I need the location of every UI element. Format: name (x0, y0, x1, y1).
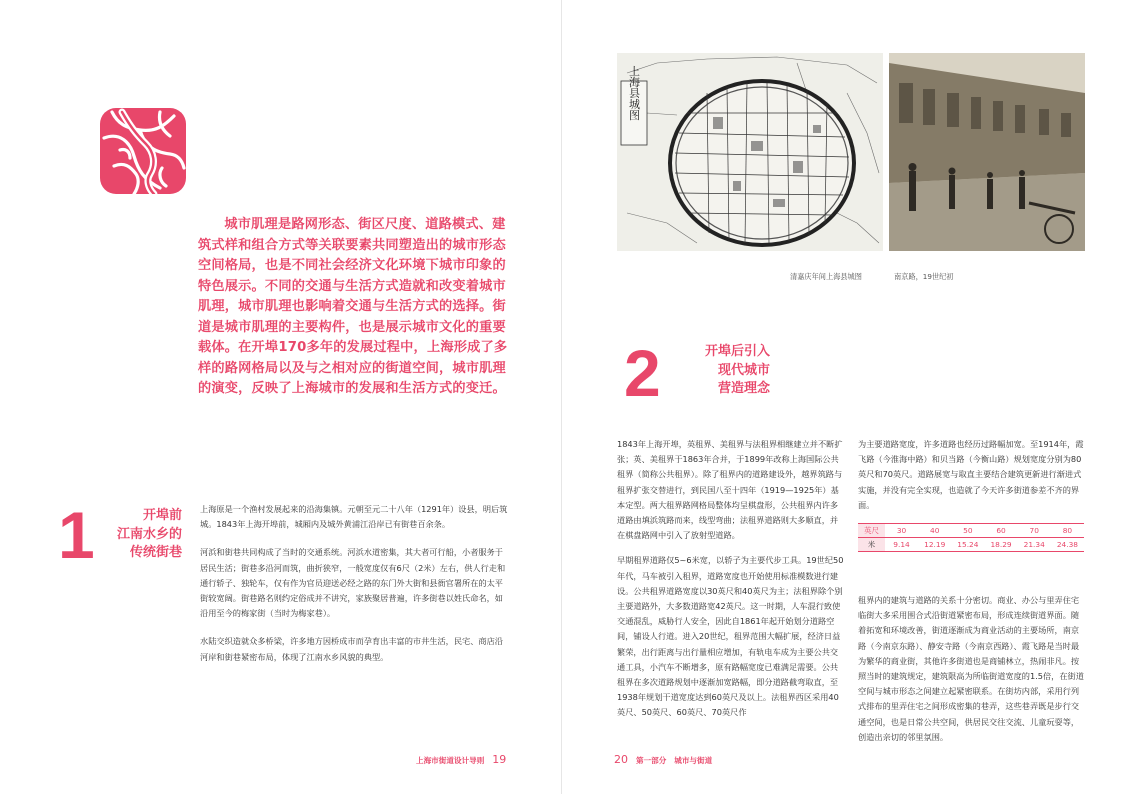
section-2-title-line: 开埠后引入 (704, 344, 770, 359)
table-cell: 18.29 (984, 538, 1017, 552)
body-paragraph: 早期租界道路仅5~6米宽，以轿子为主要代步工具。19世纪50年代，马车被引入租界，道路宽度也开始使用标准模数进行建设。公共租界道路宽度以30英尺和40英尺为主；法租界除个别主要道路外，大多数道路宽42英尺。这一时期，人车混行致使交通混乱，威胁行人安全，因此自1861年起开始划分道路空间，铺设人行道。进入20世纪，租界范围大幅扩展，经济日益繁荣，出行距离与出行量相应增加，有轨电车成为主要公共交通工具，小汽车不断增多，原有路幅宽度已难满足需要。公共租界在多次道路规划中逐渐加宽路幅，即分道路截弯取直，至1938年规划干道宽度达到60英尺及以上。法租界西区采用40英尺、50英尺、60英尺、70英尺作 (617, 555, 844, 718)
historic-map-photo (617, 53, 883, 251)
body-paragraph: 河浜和街巷共同构成了当时的交通系统。河浜水道密集，其大者可行船，小者服务于居民生活；街巷多沿河而筑，曲折狭窄，一般宽度仅有6尺（2米）左右，供人行走和通行轿子、独轮车，仅有作为官员迎送必经之路的东门外大街和县衙官署所在的太平街较宽阔。街巷路名则约定俗成并不讲究，家族聚居普遍，许多街巷以姓氏命名，如沿用至今的梅家街（当时为梅家巷）。 (200, 547, 506, 619)
section-1-title-line: 传统街巷 (129, 545, 182, 560)
city-map-icon (100, 108, 186, 194)
table-cell: 15.24 (951, 538, 984, 552)
body-paragraph: 水陆交织造就众多桥梁，许多地方因桥成市而孕育出丰富的市井生活，民宅、商店沿河岸和街巷紧密布局，体现了江南水乡风貌的典型。 (200, 636, 503, 662)
table-cell: 24.38 (1051, 538, 1084, 552)
table-cell: 30 (885, 524, 918, 538)
footer-part: 第一部分 (635, 756, 667, 765)
table-cell: 米 (858, 538, 885, 552)
footer-chapter-title: 城市与街道 (674, 756, 713, 765)
street-photo (889, 53, 1085, 251)
section-2-title-line: 营造理念 (717, 381, 770, 396)
map-stamp-text: 上海县城图 (627, 65, 641, 121)
section-1-title (98, 507, 182, 563)
body-paragraph: 租界内的建筑与道路的关系十分密切。商业、办公与里弄住宅临街大多采用围合式沿街道紧密布局，形成连续街道界面。随着拓宽和环境改善，街道逐渐成为商业活动的主要场所，南京路（今南京东路）、静安寺路（今南京西路）、霞飞路是当时最为繁华的商业街，其他许多街道也是商铺林立，热闹非凡。按照当时的建筑规定，建筑限高为所临街道宽度的1.5倍，在街道空间与城市形态之间建立起紧密联系。在街坊内部，采用行列式排布的里弄住宅之间形成密集的巷弄，这些巷弄既是步行交通空间，也是日常公共空间，供居民交往交流、儿童玩耍等，创造出亲切的邻里氛围。 (858, 595, 1084, 742)
table-cell: 21.34 (1018, 538, 1051, 552)
section-1-body (200, 502, 508, 678)
map-caption: 清嘉庆年间上海县城图 (790, 272, 862, 281)
historic-map-drawing (617, 53, 883, 251)
section-1-title-line: 开埠前 (142, 508, 182, 523)
body-paragraph: 为主要道路宽度，许多道路也经历过路幅加宽。至1914年，霞飞路（今淮海中路）和贝当路（今衡山路）规划宽度分别为80英尺和70英尺。道路展宽与取直主要结合建筑更新进行渐进式实施，并没有完全实现，也造就了今天许多街道参差不齐的界面。 (858, 439, 1084, 510)
footer-page-number: 20 (614, 753, 628, 766)
footer-right (614, 753, 712, 766)
section-2-number: 2 (624, 336, 661, 410)
lead-paragraph: 城市肌理是路网形态、街区尺度、道路模式、建筑式样和组合方式等关联要素共同塑造出的城市形态空间格局，也是不同社会经济文化环境下城市印象的特色展示。不同的交通与生活方式造就和改变着城市肌理，城市肌理也影响着交通与生活方式的选择。街道是城市肌理的主要构件，也是展示城市文化的重要载体。在开埠170多年的发展过程中，上海形成了多样的路网格局以及与之相对应的街道空间，城市肌理的演变，反映了上海城市的发展和生活方式的变迁。 (198, 217, 508, 396)
table-cell: 40 (918, 524, 951, 538)
section-2-column-2 (858, 437, 1084, 755)
footer-book-title: 上海市街道设计导则 (416, 756, 485, 765)
section-1-title-line: 江南水乡的 (116, 526, 182, 542)
unit-conversion-table (858, 523, 1084, 552)
table-cell: 9.14 (885, 538, 918, 552)
street-caption: 南京路，19世纪初 (894, 272, 954, 281)
table-cell: 英尺 (858, 524, 885, 538)
page-gutter (561, 0, 562, 794)
street-scene-drawing (889, 53, 1085, 251)
footer-page-number: 19 (492, 753, 507, 766)
table-cell: 60 (984, 524, 1017, 538)
table-cell: 80 (1051, 524, 1084, 538)
table-cell: 12.19 (918, 538, 951, 552)
section-2-title-line: 现代城市 (717, 362, 770, 378)
table-row (858, 538, 1084, 552)
footer-left (416, 753, 506, 766)
table-row (858, 524, 1084, 538)
section-2-title (680, 343, 770, 399)
table-cell: 50 (951, 524, 984, 538)
table-cell: 70 (1018, 524, 1051, 538)
body-paragraph: 上海原是一个渔村发展起来的沿海集镇。元朝至元二十八年（1291年）设县，明后筑城。1843年上海开埠前，城厢内及城外黄浦江沿岸已有街巷百余条。 (200, 504, 508, 530)
section-2-column-1 (617, 437, 845, 731)
body-paragraph: 1843年上海开埠，英租界、美租界与法租界相继建立并不断扩张；英、美租界于1863年合并，于1899年改称上海国际公共租界（简称公共租界）。除了租界内的道路建设外，越界筑路与租界扩张交替进行，到民国八至十四年（1919—1925年）基本定型。两大租界路网格局整体均呈棋盘形，公共租界内许多道路由填浜筑路而来，线型弯曲；法租界道路则大多顺直，并在棋盘路网中引入了放射型道路。 (617, 439, 843, 541)
section-1-number: 1 (58, 498, 95, 572)
